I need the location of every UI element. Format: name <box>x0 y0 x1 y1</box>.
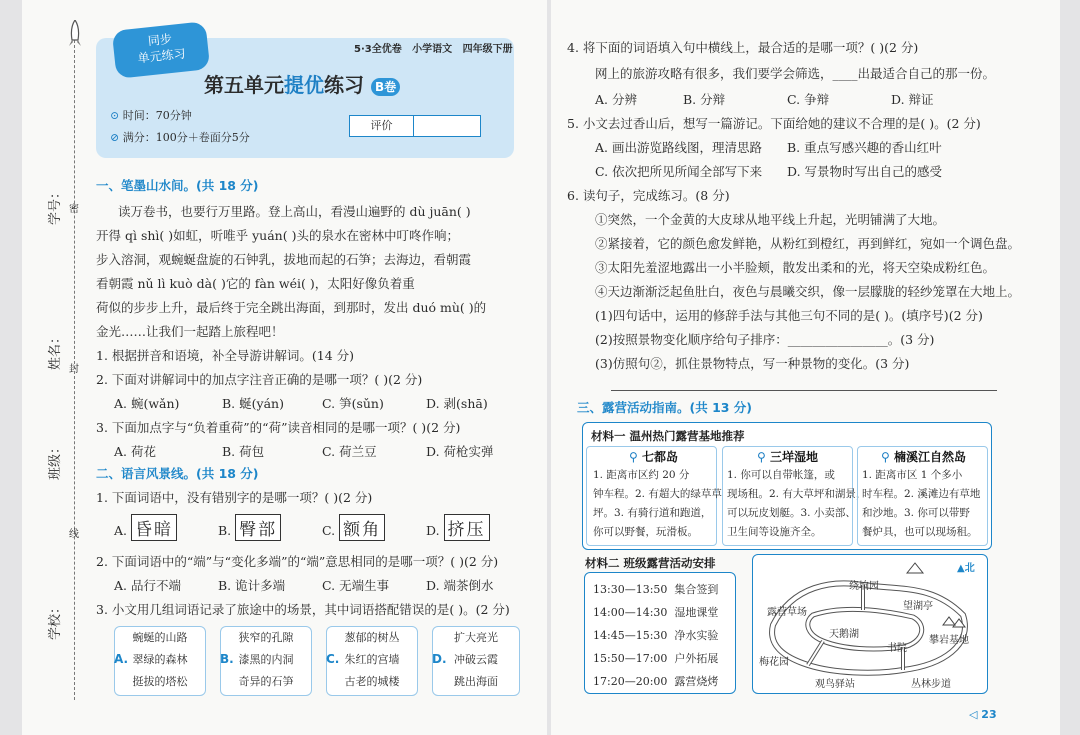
rating-field[interactable] <box>414 116 480 136</box>
camp-line: 1. 你可以自带帐篷，或 <box>727 469 835 481</box>
passage-line-2: 开得 qì shì( )如虹，听唯乎 yuán( )头的泉水在密林中叮咚作响； <box>96 228 459 243</box>
s2-q1-option-c[interactable] <box>322 514 385 541</box>
s1-q2-option-c[interactable]: C. 笋(sǔn) <box>322 396 384 411</box>
camp-name-3 <box>881 448 966 465</box>
r-q6-sentence-4: ④天边渐渐泛起鱼肚白，夜色与晨曦交织，像一层朦胧的轻纱笼罩在大地上。 <box>595 284 1021 299</box>
camp-line: 你可以野餐，玩滑板。 <box>593 526 698 538</box>
clock-icon: ⊙ <box>110 109 120 122</box>
schedule-time: 15:50—17:00 <box>593 652 668 665</box>
card-line: 奇异的石笋 <box>238 675 294 688</box>
r-q6-sentence-1: ①突然，一个金黄的大皮球从地平线上升起，光明铺满了大地。 <box>595 212 946 227</box>
schedule-item: 净水实验 <box>674 629 719 642</box>
r-q4-option-d[interactable]: D. 辩证 <box>891 92 934 107</box>
r-q4-sentence: 网上的旅游攻略有很多，我们要学会筛选，____出最适合自己的那一份。 <box>595 66 996 81</box>
card-letter-d: D. <box>432 652 447 666</box>
s2-q3-card-c[interactable] <box>326 626 418 696</box>
series-info <box>354 42 513 58</box>
r-q4-option-a[interactable]: A. 分辨 <box>595 92 637 107</box>
s2-q2-option-a[interactable]: A. 品行不端 <box>114 578 181 593</box>
option-word-box: 挤压 <box>444 514 490 541</box>
card-line: 朱红的宫墙 <box>344 653 400 666</box>
r-q4-option-b[interactable]: B. 分辩 <box>683 92 726 107</box>
s1-q3-option-b[interactable]: B. 荷包 <box>222 444 265 459</box>
r-q5-option-b[interactable]: B. 重点写感兴趣的香山红叶 <box>787 140 942 155</box>
map-place: 望湖亭 <box>903 601 933 612</box>
camp-body-2 <box>727 466 866 542</box>
passage-line-1: 读万卷书，也要行万里路。登上高山，看漫山遍野的 dù juān( ) <box>118 204 471 219</box>
map-place: 丛林步道 <box>911 679 951 690</box>
s2-q2-option-d[interactable]: D. 端茶倒水 <box>426 578 494 593</box>
r-question-4: 4. 将下面的词语填入句中横线上，最合适的是哪一项？( )(2 分) <box>567 40 919 55</box>
passage-line-5: 荷似的步步上升，最后终于完全跳出海面，到那时，发出 duó mù( )的 <box>96 300 487 315</box>
schedule-row <box>593 650 718 666</box>
rocket-icon <box>68 20 82 52</box>
s1-question-1: 1. 根据拼音和语境，补全导游讲解词。(14 分) <box>96 348 355 363</box>
north-indicator: ▲北 <box>957 563 975 574</box>
card-line: 狭窄的孔隙 <box>238 631 294 644</box>
map-place: 天鹅湖 <box>829 629 859 640</box>
check-icon: ⊘ <box>110 131 120 144</box>
rating-box <box>349 115 481 137</box>
schedule-row <box>593 581 718 597</box>
camp-line: 卫生间等设施齐全。 <box>727 526 822 538</box>
grade: 四年级下册 <box>462 44 513 55</box>
s1-q3-option-d[interactable]: D. 荷枪实弹 <box>426 444 494 459</box>
schedule-item: 湿地课堂 <box>674 606 719 619</box>
version-badge: B卷 <box>371 78 400 96</box>
option-letter: A. <box>114 523 128 538</box>
material1-title: 材料一 温州热门露营基地推荐 <box>591 429 745 443</box>
location-pin-icon: ⚲ <box>881 450 890 464</box>
camp-line: 钟车程。2. 有超大的绿草草 <box>593 488 722 500</box>
r-q6-sub-1: (1)四句话中，运用的修辞手法与其他三句不同的是( )。(填序号)(2 分) <box>595 308 983 323</box>
camp-body-3 <box>862 466 980 542</box>
badge-line1: 同步 <box>147 31 173 49</box>
camp-line: 时车程。2. 溪滩边有草地 <box>862 488 981 500</box>
section3-heading: 三、露营活动指南。(共 13 分) <box>577 400 753 415</box>
s1-question-3: 3. 下面加点字与“负着重荷”的“荷”读音相同的是哪一项？( )(2 分) <box>96 420 461 435</box>
exam-score <box>110 130 250 146</box>
card-line: 冲破云霞 <box>454 653 498 666</box>
section2-heading: 二、语言风景线。(共 18 分) <box>96 466 259 481</box>
s2-q1-option-d[interactable] <box>426 514 490 541</box>
r-q6-sentence-3: ③太阳先羞涩地露出一小半脸颊，散发出柔和的光，将天空染成粉红色。 <box>595 260 996 275</box>
map-place: 观鸟驿站 <box>815 679 855 690</box>
schedule-item: 露营烧烤 <box>674 675 719 688</box>
camp-name-text: 三垟湿地 <box>769 450 818 464</box>
map-place: 绕垧园 <box>849 581 879 592</box>
camp-name-1 <box>629 448 678 465</box>
camp-name-2 <box>757 448 818 465</box>
card-line: 翠绿的森林 <box>132 653 188 666</box>
card-line: 跳出海面 <box>454 675 498 688</box>
margin-number-label: 学号： <box>48 185 63 225</box>
s2-q3-card-b[interactable] <box>220 626 312 696</box>
location-pin-icon: ⚲ <box>757 450 766 464</box>
r-q4-option-c[interactable]: C. 争辩 <box>787 92 830 107</box>
s2-question-1: 1. 下面词语中，没有错别字的是哪一项？( )(2 分) <box>96 490 373 505</box>
margin-name-label: 姓名： <box>48 330 63 370</box>
camp-line: 可以玩皮划艇。3. 小卖部、 <box>727 507 856 519</box>
time-text: 时间：70分钟 <box>122 109 192 122</box>
map-place: 露营草场 <box>767 607 807 618</box>
subject: 小学语文 <box>412 44 453 55</box>
cut-mark-1: 密 <box>69 204 79 215</box>
title-prefix: 第五单元 <box>204 73 284 97</box>
card-line: 扩大亮光 <box>454 631 498 644</box>
r-q5-option-c[interactable]: C. 依次把所见所闻全部写下来 <box>595 164 763 179</box>
schedule-box <box>584 572 736 694</box>
schedule-row <box>593 673 718 689</box>
s2-question-2: 2. 下面词语中的“端”与“变化多端”的“端”意思相同的是哪一项？( )(2 分) <box>96 554 499 569</box>
s2-q2-option-c[interactable]: C. 无端生事 <box>322 578 390 593</box>
s1-q2-option-b[interactable]: B. 蜒(yán) <box>222 396 284 411</box>
r-question-5: 5. 小文去过香山后，想写一篇游记。下面给她的建议不合理的是( )。(2 分) <box>567 116 981 131</box>
location-pin-icon: ⚲ <box>629 450 638 464</box>
camp-line: 坪。3. 有骑行道和跑道， <box>593 507 712 519</box>
camp-line: 现场租。2. 有大草坪和湖景， <box>727 488 867 500</box>
card-letter-b: B. <box>220 652 234 666</box>
option-letter: C. <box>322 523 336 538</box>
cut-mark-2: 封 <box>69 364 79 375</box>
rating-label: 评价 <box>350 116 414 136</box>
card-line: 蜿蜒的山路 <box>132 631 188 644</box>
card-line: 漆黑的内洞 <box>238 653 294 666</box>
camp-line: 1. 距离市区 1 个多小 <box>862 469 963 481</box>
unit-badge <box>112 21 211 79</box>
map-paths <box>753 555 988 694</box>
page-title <box>204 72 400 98</box>
schedule-item: 户外拓展 <box>674 652 719 665</box>
schedule-row <box>593 627 718 643</box>
series-name: 5·3全优卷 <box>354 44 402 55</box>
left-page <box>22 0 547 735</box>
schedule-row <box>593 604 718 620</box>
s2-q1-option-a[interactable] <box>114 514 177 541</box>
option-letter: D. <box>426 523 440 538</box>
campsite-map <box>752 554 988 694</box>
s1-q2-option-a[interactable]: A. 蜿(wǎn) <box>114 396 180 411</box>
option-letter: B. <box>218 523 232 538</box>
camp-body-1 <box>593 466 722 542</box>
margin-school-label: 学校： <box>48 600 63 640</box>
map-place: 书院 <box>887 643 907 654</box>
map-place: 梅花园 <box>759 657 789 668</box>
s1-q3-option-c[interactable]: C. 荷兰豆 <box>322 444 377 459</box>
card-letter-c: C. <box>326 652 340 666</box>
camp-line: 1. 距离市区约 20 分 <box>593 469 690 481</box>
card-line: 古老的城楼 <box>344 675 400 688</box>
r-q6-sentence-2: ②紧接着，它的颜色愈发鲜艳，从粉红到橙红，再到鲜红，宛如一个调色盘。 <box>595 236 1021 251</box>
passage-line-6: 金光……让我们一起踏上旅程吧！ <box>96 324 284 339</box>
r-question-6: 6. 读句子，完成练习。(8 分) <box>567 188 730 203</box>
card-line: 葱郁的树丛 <box>344 631 400 644</box>
s1-q3-option-a[interactable]: A. 荷花 <box>114 444 156 459</box>
cut-mark-3: 线 <box>69 529 79 540</box>
s2-q2-option-b[interactable]: B. 诡计多端 <box>218 578 286 593</box>
schedule-time: 13:30—13:50 <box>593 583 668 596</box>
camp-line: 餐炉具，也可以现场租。 <box>862 526 978 538</box>
section1-heading: 一、笔墨山水间。(共 18 分) <box>96 178 259 193</box>
s2-q1-option-b[interactable] <box>218 514 281 541</box>
schedule-time: 14:45—15:30 <box>593 629 668 642</box>
badge-line2: 单元练习 <box>137 46 187 66</box>
map-place: 攀岩基地 <box>929 635 969 646</box>
schedule-time: 14:00—14:30 <box>593 606 668 619</box>
passage-line-4: 看朝霞 nǔ lì kuò dà( )它的 fàn wéi( )，太阳好像负着重 <box>96 276 415 291</box>
r-q6-sub-2: (2)按照景物变化顺序给句子排序：________________。(3 分) <box>595 332 935 347</box>
camp-line: 和沙地。3. 你可以带野 <box>862 507 970 519</box>
s1-q2-option-d[interactable]: D. 剥(shā) <box>426 396 488 411</box>
exam-time <box>110 108 192 124</box>
s1-question-2: 2. 下面对讲解词中的加点字注音正确的是哪一项？( )(2 分) <box>96 372 423 387</box>
r-q5-option-d[interactable]: D. 写景物时写出自己的感受 <box>787 164 943 179</box>
camp-name-text: 七都岛 <box>641 450 678 464</box>
s2-question-3: 3. 小文用几组词语记录了旅途中的场景，其中词语搭配错误的是( )。(2 分) <box>96 602 510 617</box>
answer-line[interactable] <box>611 390 997 391</box>
option-word-box: 臀部 <box>235 514 281 541</box>
option-word-box: 昏暗 <box>131 514 177 541</box>
card-line: 挺拔的塔松 <box>132 675 188 688</box>
title-highlight: 提优 <box>284 73 324 97</box>
score-text: 满分：100分＋卷面分5分 <box>122 131 250 144</box>
schedule-item: 集合签到 <box>674 583 719 596</box>
camp-name-text: 楠溪江自然岛 <box>893 450 966 464</box>
r-q6-sub-3: (3)仿照句②，抓住景物特点，写一种景物的变化。(3 分) <box>595 356 910 371</box>
page-number: ◁ 23 <box>969 708 997 721</box>
card-letter-a: A. <box>114 652 129 666</box>
passage-line-3: 步入溶洞，观蜿蜒盘旋的石钟乳，拔地而起的石笋；去海边，看朝霞 <box>96 252 472 267</box>
page-number-text: 23 <box>981 708 997 721</box>
north-text: 北 <box>964 563 975 574</box>
schedule-time: 17:20—20:00 <box>593 675 668 688</box>
margin-class-label: 班级： <box>48 440 63 480</box>
option-word-box: 额角 <box>339 514 385 541</box>
title-suffix: 练习 <box>324 73 364 97</box>
r-q5-option-a[interactable]: A. 画出游览路线图，理清思路 <box>595 140 762 155</box>
material2-title: 材料二 班级露营活动安排 <box>585 556 716 570</box>
